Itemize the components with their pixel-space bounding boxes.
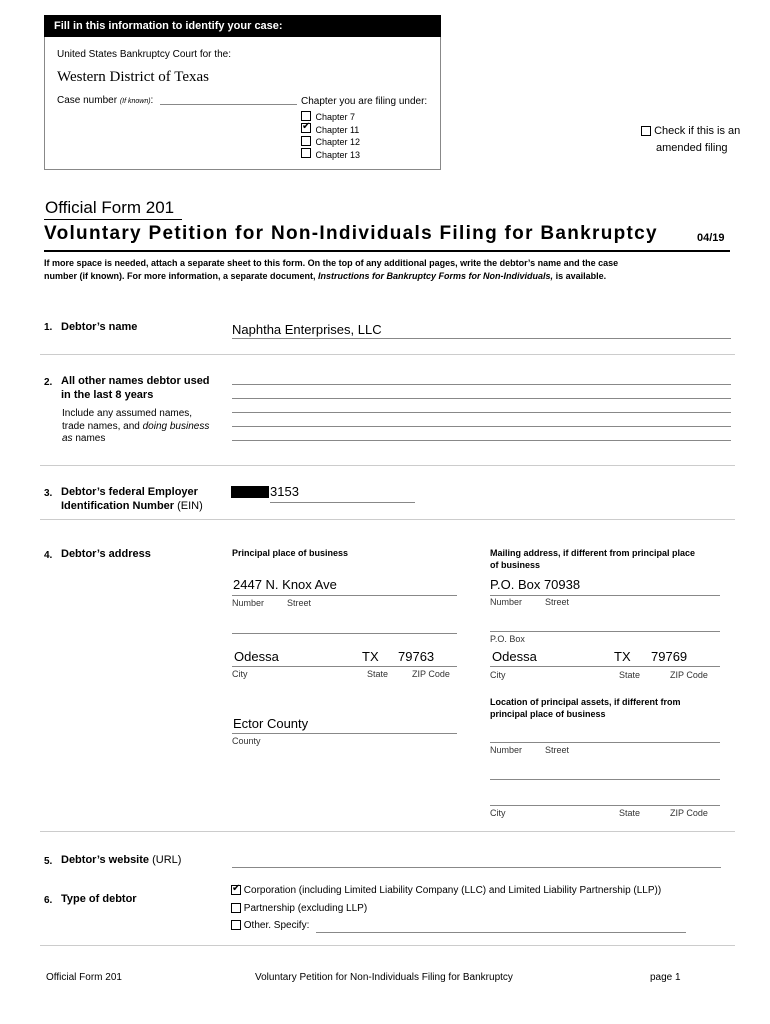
q5-number: 5. — [44, 856, 53, 867]
q1-label: Debtor’s name — [61, 321, 138, 333]
form-title: Voluntary Petition for Non-Individuals Filing for Bankruptcy — [44, 223, 658, 244]
other-specify-field[interactable] — [316, 932, 686, 933]
chapter-list — [301, 107, 360, 160]
q4-number: 4. — [44, 550, 53, 561]
mailing-state-field[interactable]: TX — [614, 649, 631, 664]
q3-label-1: Debtor’s federal Employer — [61, 486, 198, 498]
principal-street-field[interactable]: 2447 N. Knox Ave — [233, 577, 337, 592]
ein-underline — [270, 502, 415, 503]
principal-zip-label: ZIP Code — [412, 669, 450, 679]
location-state-label: State — [619, 808, 641, 818]
partnership-option[interactable]: Partnership (excluding LLP) — [231, 903, 367, 914]
chapter-12-option[interactable]: Chapter 12 — [301, 132, 360, 145]
other-names-field-3[interactable] — [232, 412, 731, 413]
q6-number: 6. — [44, 895, 53, 906]
location-header-2: principal place of business — [490, 709, 606, 719]
other-checkbox[interactable] — [231, 920, 241, 930]
mailing-zip-field[interactable]: 79769 — [651, 649, 688, 664]
principal-header: Principal place of business — [232, 548, 349, 558]
section-divider — [40, 519, 735, 520]
chapter-12-checkbox[interactable] — [301, 136, 311, 146]
location-street-field[interactable] — [490, 742, 720, 743]
title-rule — [44, 250, 730, 252]
other-names-field-5[interactable] — [232, 440, 731, 441]
amended-filing-label-2: amended filing — [656, 142, 728, 154]
mailing-city-label: City — [490, 670, 506, 680]
instructions-line-1: If more space is needed, attach a separate sheet to this form. On the top of any additional pages, write the debtor’s name and the case — [44, 258, 619, 268]
q2-help-3: as names — [62, 433, 106, 444]
website-field[interactable] — [232, 867, 721, 868]
q3-label-2: Identification Number (EIN) — [61, 500, 203, 512]
q2-help-2: trade names, and doing business — [62, 421, 210, 432]
form-version: 04/19 — [697, 232, 725, 244]
court-label: United States Bankruptcy Court for the: — [57, 49, 231, 60]
principal-state-label: State — [367, 669, 389, 679]
corporation-checkbox[interactable] — [231, 885, 241, 895]
mailing-city-underline — [490, 666, 720, 667]
debtor-name-field[interactable]: Naphtha Enterprises, LLC — [232, 322, 382, 337]
principal-street-underline — [232, 595, 457, 596]
county-label: County — [232, 736, 261, 746]
q2-help-1: Include any assumed names, — [62, 408, 193, 419]
other-names-field-1[interactable] — [232, 384, 731, 385]
q4-label: Debtor’s address — [61, 548, 151, 560]
chapter-13-checkbox[interactable] — [301, 148, 311, 158]
chapter-11-option[interactable]: ✔ Chapter 11 — [301, 120, 360, 133]
location-street-label: Street — [545, 745, 570, 755]
mailing-pobox-line[interactable] — [490, 631, 720, 632]
footer-title: Voluntary Petition for Non-Individuals Filing for Bankruptcy — [255, 972, 513, 983]
case-number-label: Case number (If known): — [57, 95, 154, 106]
case-number-field[interactable] — [160, 104, 297, 105]
other-names-field-2[interactable] — [232, 398, 731, 399]
mailing-number-label: Number — [490, 597, 523, 607]
other-names-field-4[interactable] — [232, 426, 731, 427]
mailing-street-underline — [490, 595, 720, 596]
mailing-city-field[interactable]: Odessa — [492, 649, 537, 664]
other-option[interactable]: Other. Specify: — [231, 920, 309, 931]
location-zip-label: ZIP Code — [670, 808, 708, 818]
location-number-label: Number — [490, 745, 523, 755]
principal-city-underline — [232, 666, 457, 667]
partnership-checkbox[interactable] — [231, 903, 241, 913]
debtor-name-underline — [232, 338, 731, 339]
ein-redaction — [231, 486, 269, 498]
section-divider — [40, 945, 735, 946]
case-info-box — [44, 15, 441, 170]
q3-number: 3. — [44, 488, 53, 499]
case-info-bar: Fill in this information to identify your case: — [44, 15, 441, 37]
location-city-field[interactable] — [490, 805, 720, 806]
amended-filing-option[interactable]: Check if this is an — [641, 125, 740, 137]
chapter-13-option[interactable]: Chapter 13 — [301, 145, 360, 158]
q2-label-2: in the last 8 years — [61, 389, 154, 401]
principal-street-line-2[interactable] — [232, 633, 457, 634]
instructions-line-2: number (if known). For more information, a separate document, Instructions for Bankruptcy Forms for Non-Individuals, is available. — [44, 271, 607, 281]
q1-number: 1. — [44, 322, 53, 333]
chapter-11-checkbox[interactable] — [301, 123, 311, 133]
mailing-street-label: Street — [545, 597, 570, 607]
chapter-label: Chapter you are filing under: — [301, 96, 428, 107]
mailing-header-1: Mailing address, if different from principal place — [490, 548, 696, 558]
form-number: Official Form 201 — [45, 198, 175, 217]
footer-form-number: Official Form 201 — [46, 972, 122, 983]
principal-zip-field[interactable]: 79763 — [398, 649, 435, 664]
footer-page-number: page 1 — [650, 972, 681, 983]
mailing-zip-label: ZIP Code — [670, 670, 708, 680]
location-city-label: City — [490, 808, 506, 818]
chapter-7-checkbox[interactable] — [301, 111, 311, 121]
principal-city-field[interactable]: Odessa — [234, 649, 279, 664]
principal-city-label: City — [232, 669, 248, 679]
principal-number-label: Number — [232, 598, 265, 608]
pobox-label: P.O. Box — [490, 634, 525, 644]
principal-street-label: Street — [287, 598, 312, 608]
form-number-underline — [44, 219, 182, 220]
amended-filing-checkbox[interactable] — [641, 126, 651, 136]
mailing-street-field[interactable]: P.O. Box 70938 — [490, 577, 581, 592]
q2-number: 2. — [44, 377, 53, 388]
principal-state-field[interactable]: TX — [362, 649, 379, 664]
q6-label: Type of debtor — [61, 893, 137, 905]
section-divider — [40, 354, 735, 355]
mailing-header-2: of business — [490, 560, 541, 570]
corporation-option[interactable]: ✔ Corporation (including Limited Liability Company (LLC) and Limited Liability Partnership (LLP)) — [231, 885, 661, 896]
district-field[interactable]: Western District of Texas — [57, 69, 210, 85]
location-street-line-2[interactable] — [490, 779, 720, 780]
section-divider — [40, 465, 735, 466]
q2-label-1: All other names debtor used — [61, 375, 210, 387]
chapter-7-option[interactable]: Chapter 7 — [301, 107, 360, 120]
principal-county-field[interactable]: Ector County — [233, 716, 309, 731]
q5-label: Debtor’s website (URL) — [61, 854, 182, 866]
section-divider — [40, 831, 735, 832]
ein-field[interactable]: 3153 — [270, 484, 299, 499]
mailing-state-label: State — [619, 670, 641, 680]
county-underline — [232, 733, 457, 734]
location-header-1: Location of principal assets, if different from — [490, 697, 681, 707]
